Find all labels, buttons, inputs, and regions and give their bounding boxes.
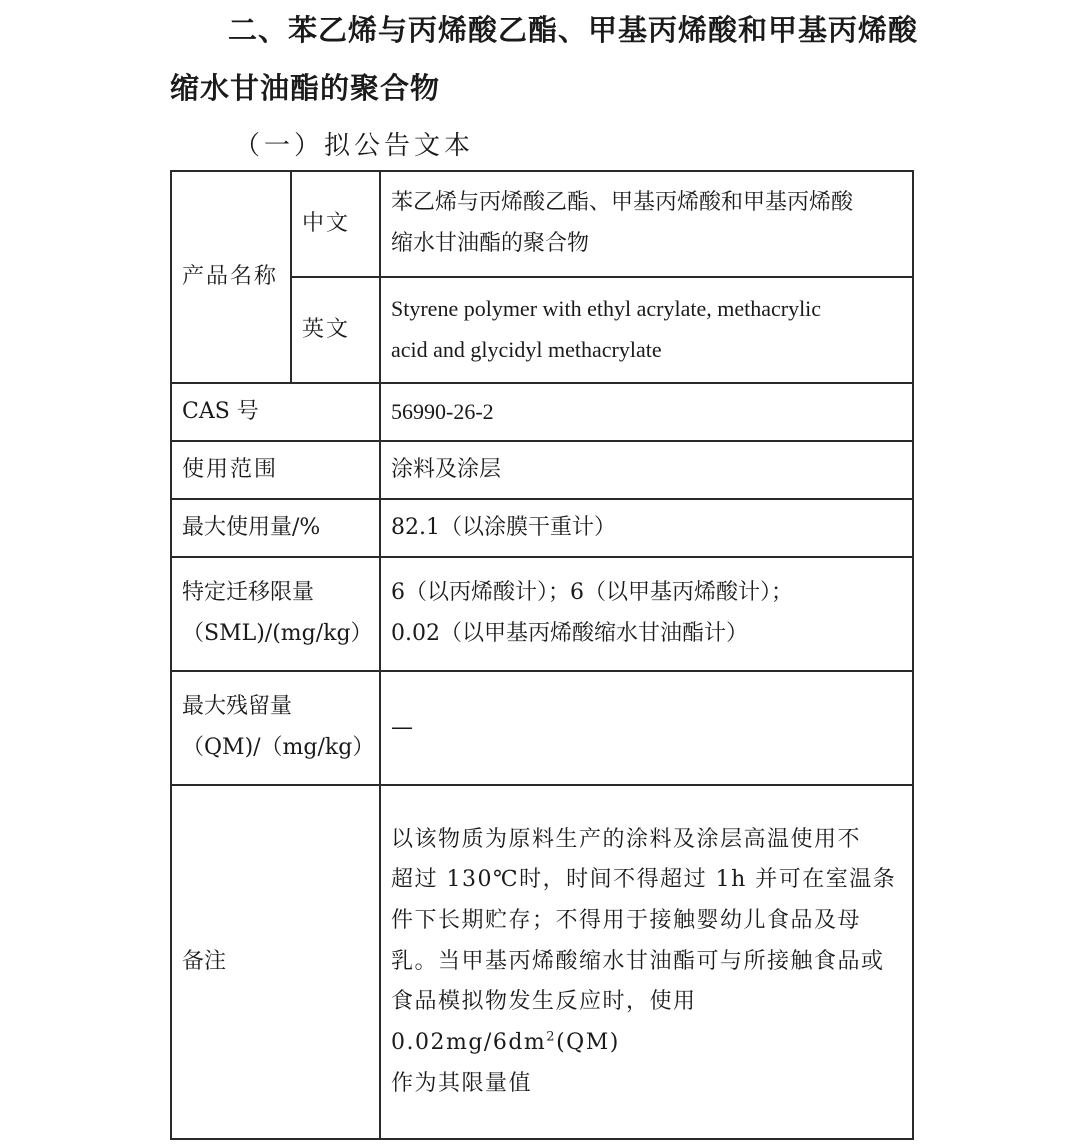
qm-label <box>171 671 380 785</box>
chinese-name-line-2: 缩水甘油酯的聚合物 <box>391 231 590 256</box>
english-label: 英文 <box>291 277 380 383</box>
note-line-1: 以该物质为原料生产的涂料及涂层高温使用不 <box>391 826 862 852</box>
english-name-value <box>380 277 913 383</box>
scope-label: 使用范围 <box>171 441 380 499</box>
note-line-5 <box>391 982 902 1063</box>
cas-value: 56990-26-2 <box>380 383 913 441</box>
qm-label-line-1: 最大残留量 <box>182 694 293 720</box>
table-row-cas <box>171 383 913 441</box>
document-title-line-1: 二、苯乙烯与丙烯酸乙酯、甲基丙烯酸和甲基丙烯酸 <box>228 13 919 47</box>
table-row-qm <box>171 671 913 785</box>
sml-label-line-2: （SML)/(mg/kg） <box>182 621 373 646</box>
note-label: 备注 <box>171 785 380 1139</box>
sml-value <box>380 557 913 671</box>
note-line-4: 乳。当甲基丙烯酸缩水甘油酯可与所接触食品或 <box>391 948 885 974</box>
chinese-name-line-1: 苯乙烯与丙烯酸乙酯、甲基丙烯酸和甲基丙烯酸 <box>391 190 854 216</box>
sml-label-line-1: 特定迁移限量 <box>182 580 315 606</box>
table-row-max-use <box>171 499 913 557</box>
note-line-5-suffix: (QM) <box>556 1030 620 1056</box>
table-row-chinese-name <box>171 171 913 277</box>
qm-value: — <box>380 671 913 785</box>
cas-label: CAS 号 <box>171 383 380 441</box>
announcement-table <box>170 170 914 1140</box>
english-name-line-2: acid and glycidyl methacrylate <box>391 337 662 362</box>
note-line-3: 件下长期贮存；不得用于接触婴幼儿食品及母 <box>391 907 862 933</box>
product-name-label: 产品名称 <box>171 171 291 383</box>
note-value <box>380 785 913 1139</box>
sml-value-line-2: 0.02（以甲基丙烯酸缩水甘油酯计） <box>391 621 748 646</box>
note-line-2: 超过 130℃时，时间不得超过 1h 并可在室温条 <box>391 867 897 893</box>
section-heading: （一）拟公告文本 <box>234 131 475 161</box>
chinese-label: 中文 <box>291 171 380 277</box>
max-use-label: 最大使用量/% <box>171 499 380 557</box>
note-line-6: 作为其限量值 <box>391 1070 533 1096</box>
english-name-line-1: Styrene polymer with ethyl acrylate, methacrylic <box>391 296 822 322</box>
sml-value-line-1: 6（以丙烯酸计）；6（以甲基丙烯酸计）； <box>391 580 793 606</box>
qm-label-line-2: （QM)/（mg/kg） <box>182 735 375 760</box>
scope-value: 涂料及涂层 <box>380 441 913 499</box>
note-line-5-main: 食品模拟物发生反应时，使用 0.02mg/6dm <box>391 989 697 1056</box>
document-title-line-2: 缩水甘油酯的聚合物 <box>170 71 441 105</box>
sml-label <box>171 557 380 671</box>
table-row-note <box>171 785 913 1139</box>
chinese-name-value <box>380 171 913 277</box>
table-row-sml <box>171 557 913 671</box>
max-use-value: 82.1（以涂膜干重计） <box>380 499 913 557</box>
note-line-5-superscript: 2 <box>546 1029 557 1045</box>
table-row-scope <box>171 441 913 499</box>
